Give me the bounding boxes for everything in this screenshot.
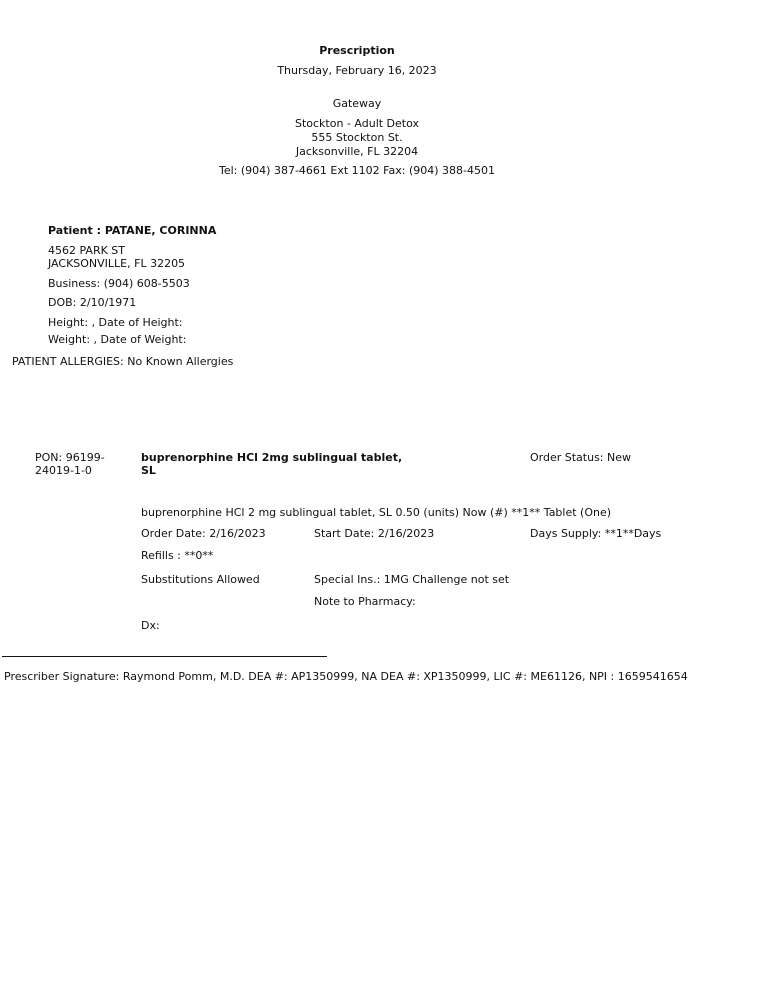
prescriber-signature: Prescriber Signature: Raymond Pomm, M.D. DEA #: AP1350999, NA DEA #: XP1350999, LIC #: ME61126, NPI : 1659541654 bbox=[4, 670, 688, 683]
header-facility: Stockton - Adult Detox bbox=[294, 117, 420, 130]
order-status: Order Status: New bbox=[530, 451, 632, 464]
drug-name-line1: buprenorphine HCl 2mg sublingual tablet, bbox=[141, 451, 403, 464]
order-pon-line2: 24019-1-0 bbox=[35, 464, 92, 477]
patient-address-line1: 4562 PARK ST bbox=[48, 244, 125, 257]
patient-weight: Weight: , Date of Weight: bbox=[48, 333, 187, 346]
order-sig: buprenorphine HCl 2 mg sublingual tablet, SL 0.50 (units) Now (#) **1** Tablet (One) bbox=[141, 506, 612, 519]
signature-rule bbox=[2, 656, 327, 657]
order-date: Order Date: 2/16/2023 bbox=[141, 527, 266, 540]
substitutions: Substitutions Allowed bbox=[141, 573, 260, 586]
patient-business-phone: Business: (904) 608-5503 bbox=[48, 277, 190, 290]
header-address-line2: Jacksonville, FL 32204 bbox=[295, 145, 419, 158]
diagnosis: Dx: bbox=[141, 619, 160, 632]
header-date: Thursday, February 16, 2023 bbox=[277, 64, 437, 77]
header-phone: Tel: (904) 387-4661 Ext 1102 Fax: (904) 388-4501 bbox=[219, 164, 495, 177]
days-supply: Days Supply: **1**Days bbox=[530, 527, 662, 540]
patient-address-line2: JACKSONVILLE, FL 32205 bbox=[48, 257, 186, 270]
note-to-pharmacy: Note to Pharmacy: bbox=[314, 595, 416, 608]
refills: Refills : **0** bbox=[141, 549, 214, 562]
start-date: Start Date: 2/16/2023 bbox=[314, 527, 435, 540]
patient-height: Height: , Date of Height: bbox=[48, 316, 183, 329]
special-instructions: Special Ins.: 1MG Challenge not set bbox=[314, 573, 510, 586]
patient-allergies: PATIENT ALLERGIES: No Known Allergies bbox=[12, 355, 234, 368]
drug-name-line2: SL bbox=[141, 464, 156, 477]
patient-name: Patient : PATANE, CORINNA bbox=[48, 224, 217, 237]
page-title: Prescription bbox=[319, 44, 395, 57]
header-address-line1: 555 Stockton St. bbox=[311, 131, 403, 144]
order-pon-line1: PON: 96199- bbox=[35, 451, 105, 464]
patient-dob: DOB: 2/10/1971 bbox=[48, 296, 137, 309]
header-org: Gateway bbox=[332, 97, 382, 110]
